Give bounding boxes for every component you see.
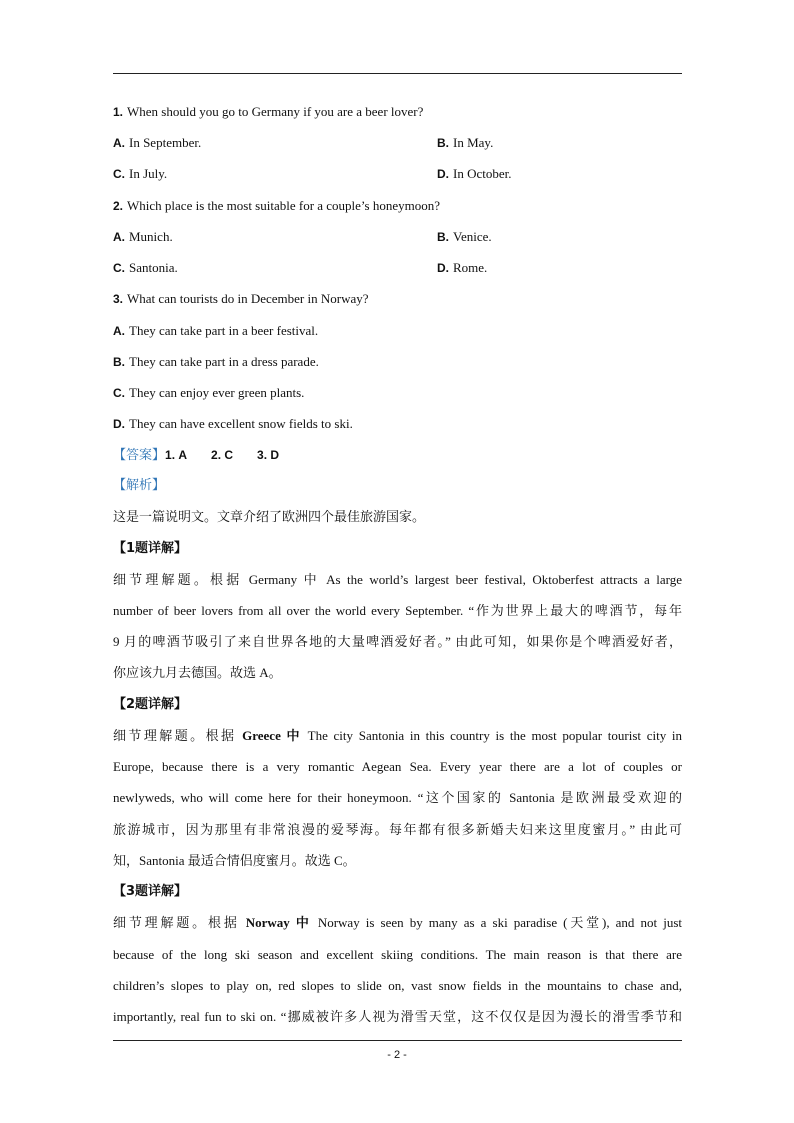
option-text: In July. (129, 166, 168, 181)
option-text: Rome. (453, 260, 488, 275)
option-c (113, 385, 304, 401)
paragraph-line: Europe, because there is a very romantic Aegean Sea. Every year there are a lot of couples or (113, 759, 682, 774)
page-number: - 2 - (387, 1049, 407, 1061)
keyword: Norway 中 (245, 915, 312, 930)
option-b (113, 354, 319, 370)
question-text: What can tourists do in December in Norway? (127, 291, 369, 306)
option-text: They can enjoy ever green plants. (129, 385, 305, 400)
option-c (113, 166, 167, 182)
footer-rule (113, 1040, 682, 1041)
option-d (113, 416, 353, 432)
option-letter: B. (437, 230, 449, 244)
answer-item: 3. D (257, 448, 280, 462)
header-rule (113, 73, 682, 74)
analysis-label: 【解析】 (113, 478, 166, 493)
section-heading: 【2题详解】 (113, 697, 188, 712)
answer-line (113, 447, 279, 464)
paragraph-line: newlyweds, who will come here for their honeymoon. “这个国家的 Santonia 是欧洲最受欢迎的 (113, 790, 682, 805)
option-text: They can have excellent snow fields to ski. (129, 416, 353, 431)
text-run: Norway is seen by many as a ski paradise (天堂), and not just (311, 915, 682, 930)
text-run: The city Santonia in this country is the most popular tourist city in (301, 728, 682, 743)
paragraph-line: number of beer lovers from all over the world every September. “作为世界上最大的啤酒节，每年 (113, 603, 682, 618)
question-2 (113, 198, 440, 214)
paragraph-line: 9 月的啤酒节吸引了来自世界各地的大量啤酒爱好者。” 由此可知，如果你是个啤酒爱好者， (113, 634, 682, 649)
paragraph-line: 你应该九月去德国。故选 A。 (113, 665, 282, 680)
answer-item: 1. A (165, 448, 188, 462)
section-heading: 【1题详解】 (113, 541, 188, 556)
paragraph-line: 旅游城市，因为那里有非常浪漫的爱琴海。每年都有很多新婚夫妇来这里度蜜月。” 由此可 (113, 822, 682, 837)
paragraph-line (113, 728, 682, 744)
option-letter: A. (113, 230, 125, 244)
section-heading: 【3题详解】 (113, 884, 188, 899)
paragraph-line: 细节理解题。根据 Germany 中 As the world’s largest beer festival, Oktoberfest attracts a large (113, 572, 682, 587)
option-text: Santonia. (129, 260, 178, 275)
option-letter: D. (437, 261, 449, 275)
option-text: In September. (129, 135, 202, 150)
option-b (437, 229, 492, 245)
paragraph-line: children’s slopes to play on, red slopes to slide on, vast snow fields in the mountains to chase and, (113, 978, 682, 993)
question-1 (113, 104, 423, 120)
option-text: They can take part in a beer festival. (129, 323, 319, 338)
paragraph-line (113, 915, 682, 931)
option-d (437, 260, 487, 276)
paragraph-line: 知，Santonia 最适合情侣度蜜月。故选 C。 (113, 853, 356, 868)
option-letter: C. (113, 167, 125, 181)
option-letter: C. (113, 261, 125, 275)
paragraph-line: importantly, real fun to ski on. “挪威被许多人视为滑雪天堂，这不仅仅是因为漫长的滑雪季节和 (113, 1009, 682, 1024)
answer-label: 【答案】 (113, 448, 166, 463)
option-letter: D. (437, 167, 449, 181)
intro-text: 这是一篇说明文。文章介绍了欧洲四个最佳旅游国家。 (113, 510, 426, 525)
option-text: Venice. (453, 229, 492, 244)
option-d (437, 166, 511, 182)
option-letter: D. (113, 417, 125, 431)
option-letter: C. (113, 386, 125, 400)
option-a (113, 229, 173, 245)
option-b (437, 135, 493, 151)
option-letter: A. (113, 136, 125, 150)
keyword: Greece 中 (242, 728, 302, 743)
text-run: 细节理解题。根据 (113, 915, 246, 930)
question-number: 1. (113, 105, 124, 119)
question-text: Which place is the most suitable for a couple’s honeymoon? (127, 198, 441, 213)
option-text: In October. (453, 166, 512, 181)
answer-item: 2. C (211, 448, 234, 462)
question-number: 3. (113, 292, 124, 306)
question-number: 2. (113, 199, 124, 213)
question-text: When should you go to Germany if you are a beer lover? (127, 104, 424, 119)
text-run: 细节理解题。根据 (113, 728, 243, 743)
option-text: In May. (453, 135, 494, 150)
option-letter: B. (437, 136, 449, 150)
option-c (113, 260, 178, 276)
option-letter: A. (113, 324, 125, 338)
option-text: Munich. (129, 229, 173, 244)
option-a (113, 323, 318, 339)
option-a (113, 135, 201, 151)
question-3 (113, 291, 369, 307)
paragraph-line: because of the long ski season and excellent skiing conditions. The main reason is that there are (113, 947, 682, 962)
option-letter: B. (113, 355, 125, 369)
option-text: They can take part in a dress parade. (129, 354, 319, 369)
